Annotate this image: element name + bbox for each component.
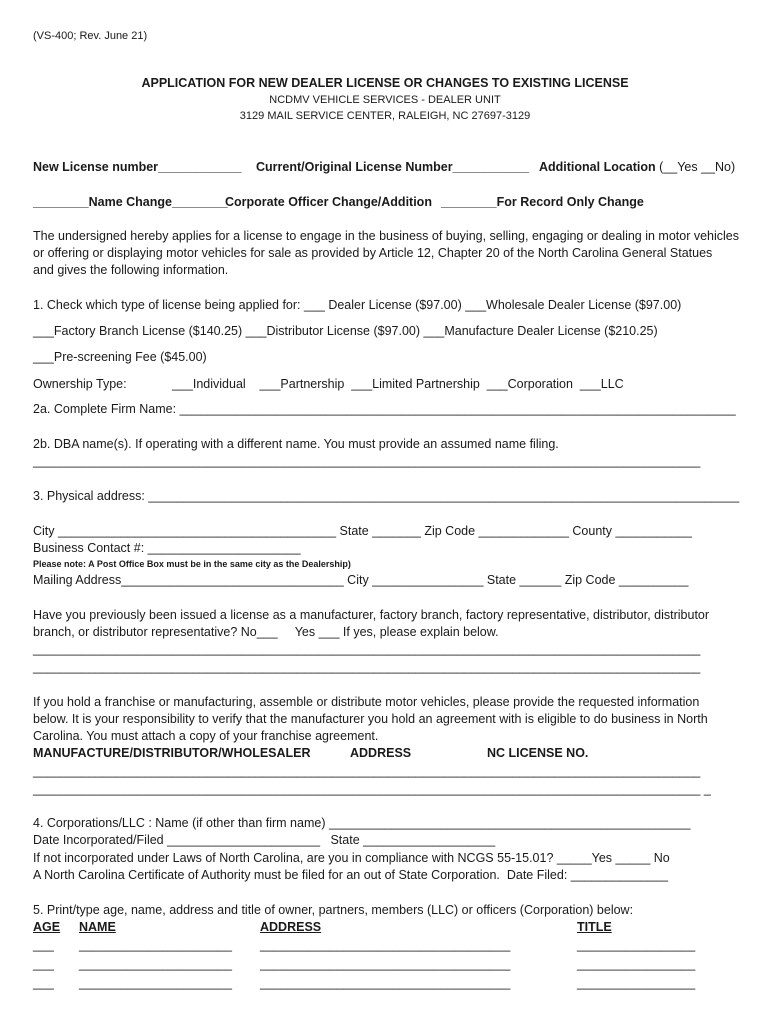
intro-text: The undersigned hereby applies for a license to engage in the business of buying, selling, engaging or dealing in motor vehicles [33, 229, 740, 243]
corporate-officer-change-field[interactable]: Corporate Officer Change/Addition [225, 195, 432, 209]
title-column-header: TITLE [577, 920, 612, 934]
owner-title-field[interactable]: _________________ [577, 957, 696, 971]
prescreening-fee-line[interactable]: ___Pre-screening Fee ($45.00) [33, 350, 207, 364]
firm-name-field[interactable]: 2a. Complete Firm Name: ________________________________________________________________________________ [33, 402, 736, 416]
owner-age-field[interactable]: ___ [33, 957, 54, 971]
record-only-change-field[interactable]: ________For Record Only Change [441, 195, 644, 209]
owners-instructions: 5. Print/type age, name, address and title of owner, partners, members (LLC) or officers (Corporation) below: [33, 903, 634, 917]
manufacturer-column-header: MANUFACTURE/DISTRIBUTOR/WHOLESALER [33, 746, 311, 760]
owner-age-field[interactable]: ___ [33, 938, 54, 952]
owner-address-field[interactable]: ____________________________________ [260, 957, 511, 971]
mailing-address-field[interactable]: Mailing Address________________________________ City ________________ State ______ Zip Code __________ [33, 573, 689, 587]
dba-field[interactable]: ________________________________________________________________________________________________ [33, 454, 701, 468]
ncgs-compliance-field[interactable]: If not incorporated under Laws of North Carolina, are you in compliance with NCGS 55-15.01? _____Yes _____ No [33, 851, 670, 865]
form-code: (VS-400; Rev. June 21) [33, 30, 148, 42]
business-contact-field[interactable]: Business Contact #: ______________________ [33, 541, 301, 555]
dba-label: 2b. DBA name(s). If operating with a different name. You must provide an assumed name filing. [33, 437, 559, 451]
owner-name-field[interactable]: ______________________ [79, 957, 232, 971]
previous-license-answer[interactable]: branch, or distributor representative? No___ Yes ___ If yes, please explain below. [33, 625, 499, 639]
nc-license-column-header: NC LICENSE NO. [487, 746, 589, 760]
city-state-zip-county-field[interactable]: City ________________________________________ State _______ Zip Code _____________ County ___________ [33, 524, 692, 538]
owner-title-field[interactable]: _________________ [577, 976, 696, 990]
address-column-header: ADDRESS [350, 746, 412, 760]
owner-age-field[interactable]: ___ [33, 976, 54, 990]
franchise-entry-field[interactable]: ________________________________________________________________________________________________ [33, 764, 701, 778]
franchise-instructions: Carolina. You must attach a copy of your franchise agreement. [33, 729, 379, 743]
agency-name: NCDMV VEHICLE SERVICES - DEALER UNIT [269, 94, 501, 106]
physical-address-field[interactable]: 3. Physical address: _____________________________________________________________________________________ [33, 489, 740, 503]
franchise-instructions: If you hold a franchise or manufacturing, assemble or distribute motor vehicles, please provide the requested information [33, 695, 700, 709]
explanation-field[interactable]: ________________________________________________________________________________________________ [33, 642, 701, 656]
additional-location-label: Additional Location [539, 160, 656, 174]
address-column-header: ADDRESS [260, 920, 322, 934]
additional-location-field[interactable] [539, 160, 735, 174]
previous-license-question: Have you previously been issued a license as a manufacturer, factory branch, factory representative, distributor, distributor [33, 608, 710, 622]
certificate-date-field[interactable]: A North Carolina Certificate of Authority must be filed for an out of State Corporation. Date Filed: ______________ [33, 868, 669, 882]
date-incorporated-field[interactable]: Date Incorporated/Filed ______________________ State ___________________ [33, 833, 496, 847]
ownership-type-label: Ownership Type: [33, 377, 127, 391]
license-type-line[interactable]: ___Factory Branch License ($140.25) ___Distributor License ($97.00) ___Manufacture Dealer License ($210.25) [33, 324, 658, 338]
name-change-field[interactable]: ________Name Change________ [33, 195, 228, 209]
age-column-header: AGE [33, 920, 61, 934]
additional-location-options[interactable]: (__Yes __No) [659, 160, 736, 174]
owner-name-field[interactable]: ______________________ [79, 976, 232, 990]
intro-text: and gives the following information. [33, 263, 229, 277]
current-license-field[interactable]: Current/Original License Number___________ [256, 160, 530, 174]
new-license-field[interactable]: New License number____________ [33, 160, 242, 174]
license-type-line[interactable]: 1. Check which type of license being applied for: ___ Dealer License ($97.00) ___Wholesale Dealer License ($97.00) [33, 298, 682, 312]
owner-title-field[interactable]: _________________ [577, 938, 696, 952]
franchise-instructions: below. It is your responsibility to verify that the manufacturer you hold an agreement with is eligible to do business in North [33, 712, 708, 726]
owner-address-field[interactable]: ____________________________________ [260, 976, 511, 990]
franchise-entry-field[interactable]: ________________________________________________________________________________________________ _ [33, 782, 711, 796]
explanation-field[interactable]: ________________________________________________________________________________________________ [33, 660, 701, 674]
corporation-name-field[interactable]: 4. Corporations/LLC : Name (if other than firm name) ____________________________________________________ [33, 816, 691, 830]
agency-address: 3129 MAIL SERVICE CENTER, RALEIGH, NC 27697-3129 [239, 110, 531, 122]
name-column-header: NAME [79, 920, 116, 934]
intro-text: or offering or displaying motor vehicles for sale as provided by Article 12, Chapter 20 of the North Carolina General Statues [33, 246, 713, 260]
form-title: APPLICATION FOR NEW DEALER LICENSE OR CHANGES TO EXISTING LICENSE [141, 76, 629, 90]
owner-address-field[interactable]: ____________________________________ [260, 938, 511, 952]
owner-name-field[interactable]: ______________________ [79, 938, 232, 952]
po-box-note: Please note: A Post Office Box must be in the same city as the Dealership) [33, 559, 351, 569]
ownership-type-options[interactable]: ___Individual ___Partnership ___Limited Partnership ___Corporation ___LLC [172, 377, 624, 391]
